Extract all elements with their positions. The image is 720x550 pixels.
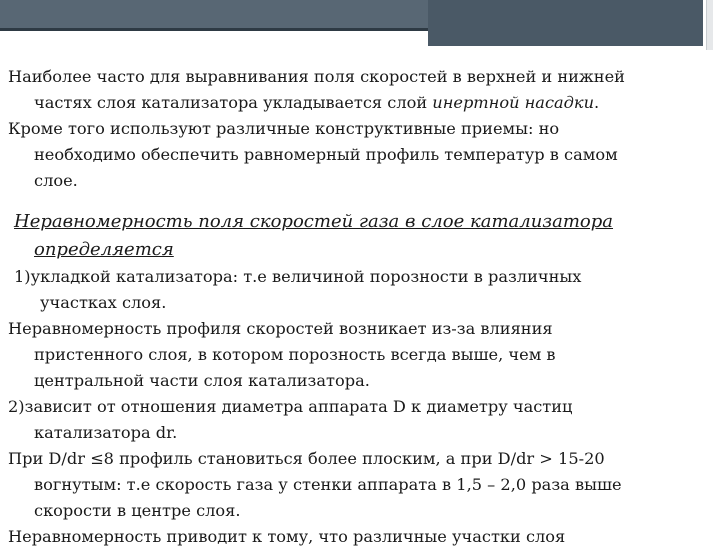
header-underline [0,28,428,31]
emphasis-inert-packing: инертной насадки [432,93,595,112]
header-accent-block [428,0,703,46]
text-span: частях слоя катализатора укладывается слой [34,93,433,112]
section-heading [8,208,708,264]
text-line: Наиболее часто для выравнивания поля скоростей в верхней и нижней [8,67,625,86]
text-line: участках слоя. [40,293,167,312]
text-line: Неравномерность профиля скоростей возникает из-за влияния [8,319,553,338]
paragraph-ratio-profile [8,446,708,524]
text-line: 1)укладкой катализатора: т.е величиной порозности в различных [14,267,582,286]
text-line: Кроме того используют различные конструктивные приемы: но [8,119,560,138]
paragraph-consequence [8,524,708,550]
paragraph-inert-packing [8,64,708,116]
text-line: скорости в центре слоя. [34,501,241,520]
text-line: катализатора dr. [34,423,178,442]
slide-body [8,64,708,550]
text-line: 2)зависит от отношения диаметра аппарата D к диаметру частиц [8,397,573,416]
text-line: необходимо обеспечить равномерный профиль температур в самом [34,145,618,164]
text-line: вогнутым: т.е скорость газа у стенки аппарата в 1,5 – 2,0 раза выше [34,475,622,494]
text-line: При D/dr ≤8 профиль становиться более плоским, а при D/dr > 15-20 [8,449,605,468]
text-line: пристенного слоя, в котором порозность всегда выше, чем в [34,345,556,364]
text-line: слое. [34,171,78,190]
heading-line: Неравномерность поля скоростей газа в слое катализатора [14,211,614,232]
text-line: центральной части слоя катализатора. [34,371,370,390]
paragraph-wall-layer [8,316,708,394]
text-line: Неравномерность приводит к тому, что различные участки слоя [8,527,566,546]
paragraph-design-methods [8,116,708,194]
text-line [8,90,708,116]
heading-line: определяется [34,239,174,260]
text-span: . [594,93,600,112]
header-bar [0,0,428,28]
list-item-1 [8,264,708,316]
list-item-2 [8,394,708,446]
slide-edge-decoration [706,0,713,50]
